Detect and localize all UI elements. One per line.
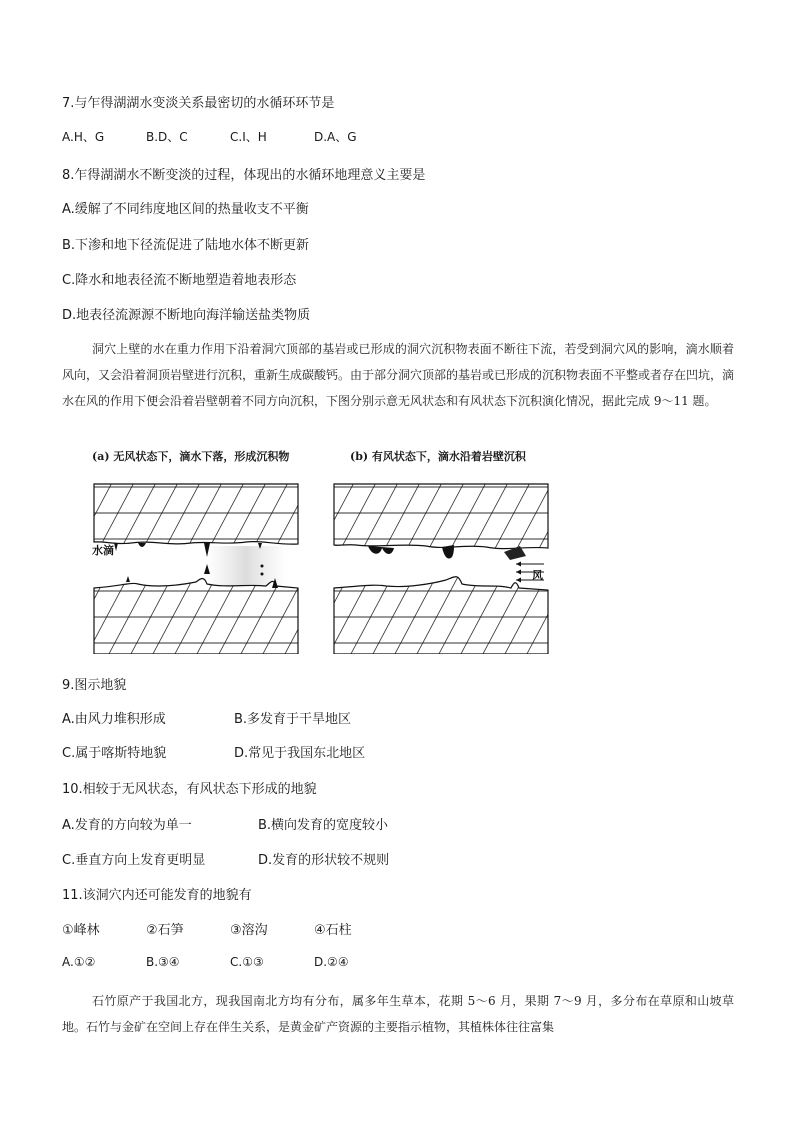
panel-b [334,484,548,654]
q11-option-d: D.②④ [314,955,349,969]
caption-a: (a) 无风状态下，滴水下落，形成沉积物 [92,450,290,463]
q8-option-a: A.缓解了不同纬度地区间的热量收支不平衡 [62,202,309,217]
q10-option-b: B.横向发育的宽度较小 [258,818,389,833]
q11-item-2: ②石笋 [146,923,184,938]
q11-item-3: ③溶沟 [230,923,268,938]
q10-option-d: D.发育的形状较不规则 [258,853,390,868]
q11-options [62,955,398,969]
q9-option-a: A.由风力堆积形成 [62,712,166,727]
q9-option-b: B.多发育于干旱地区 [234,712,352,727]
q9-options-row2 [62,742,406,761]
q10-stem: 10.相较于无风状态，有风状态下形成的地貌 [62,782,317,797]
q8-stem: 8.乍得湖湖水不断变淡的过程，体现出的水循环地理意义主要是 [62,168,426,183]
passage-dianthus: 石竹原产于我国北方，现我国南北方均有分布，属多年生草本，花期 5～6 月，果期 7～9 月，多分布在草原和山坡草地。石竹与金矿在空间上存在伴生关系，是黄金矿产资源的主要指示植物，其植株体往往富集 [62,994,734,1034]
caption-b: (b) 有风状态下，滴水沿着岩壁沉积 [350,450,526,463]
q11-stem: 11.该洞穴内还可能发育的地貌有 [62,888,252,903]
q11-option-a: A.①② [62,955,96,969]
q7-option-c: C.I、H [230,130,267,144]
q11-option-b: B.③④ [146,955,180,969]
q11-items [62,919,398,938]
q10-options-row2 [62,849,430,868]
cave-diagram [86,448,556,654]
q7-option-a: A.H、G [62,130,105,144]
cave-deposition-figure [86,448,556,654]
q10-options-row1 [62,814,430,833]
q7-options [62,128,398,145]
q8-option-d: D.地表径流源源不断地向海洋输送盐类物质 [62,308,311,323]
q9-option-c: C.属于喀斯特地貌 [62,746,167,761]
q7-option-d: D.A、G [314,130,357,144]
q10-option-a: A.发育的方向较为单一 [62,818,192,833]
q7-option-b: B.D、C [146,130,188,144]
q10-option-c: C.垂直方向上发育更明显 [62,853,206,868]
passage-cave: 洞穴上壁的水在重力作用下沿着洞穴顶部的基岩或已形成的洞穴沉积物表面不断往下流，若受到洞穴风的影响，滴水顺着风向，又会沿着洞顶岩壁进行沉积，重新生成碳酸钙。由于部分洞穴顶部的基岩或已形成的沉积物表面不平整或者存在凹坑，滴水在风的作用下便会沿着岩壁朝着不同方向沉积，下图分别示意无风状态和有风状态下沉积演化情况，据此完成 9～11 题。 [62,342,735,408]
panel-a [94,484,298,654]
q7-stem: 7.与乍得湖湖水变淡关系最密切的水循环环节是 [62,96,335,111]
q11-option-c: C.①③ [230,955,264,969]
label-wind: 风 [532,569,543,582]
label-water-drop: 水滴 [92,544,114,557]
q9-options-row1 [62,708,406,727]
q11-item-1: ①峰林 [62,923,100,938]
q8-option-b: B.下渗和地下径流促进了陆地水体不断更新 [62,238,310,253]
q11-item-4: ④石柱 [314,923,352,938]
q9-option-d: D.常见于我国东北地区 [234,746,366,761]
q8-option-c: C.降水和地表径流不断地塑造着地表形态 [62,273,297,288]
q9-stem: 9.图示地貌 [62,678,127,693]
